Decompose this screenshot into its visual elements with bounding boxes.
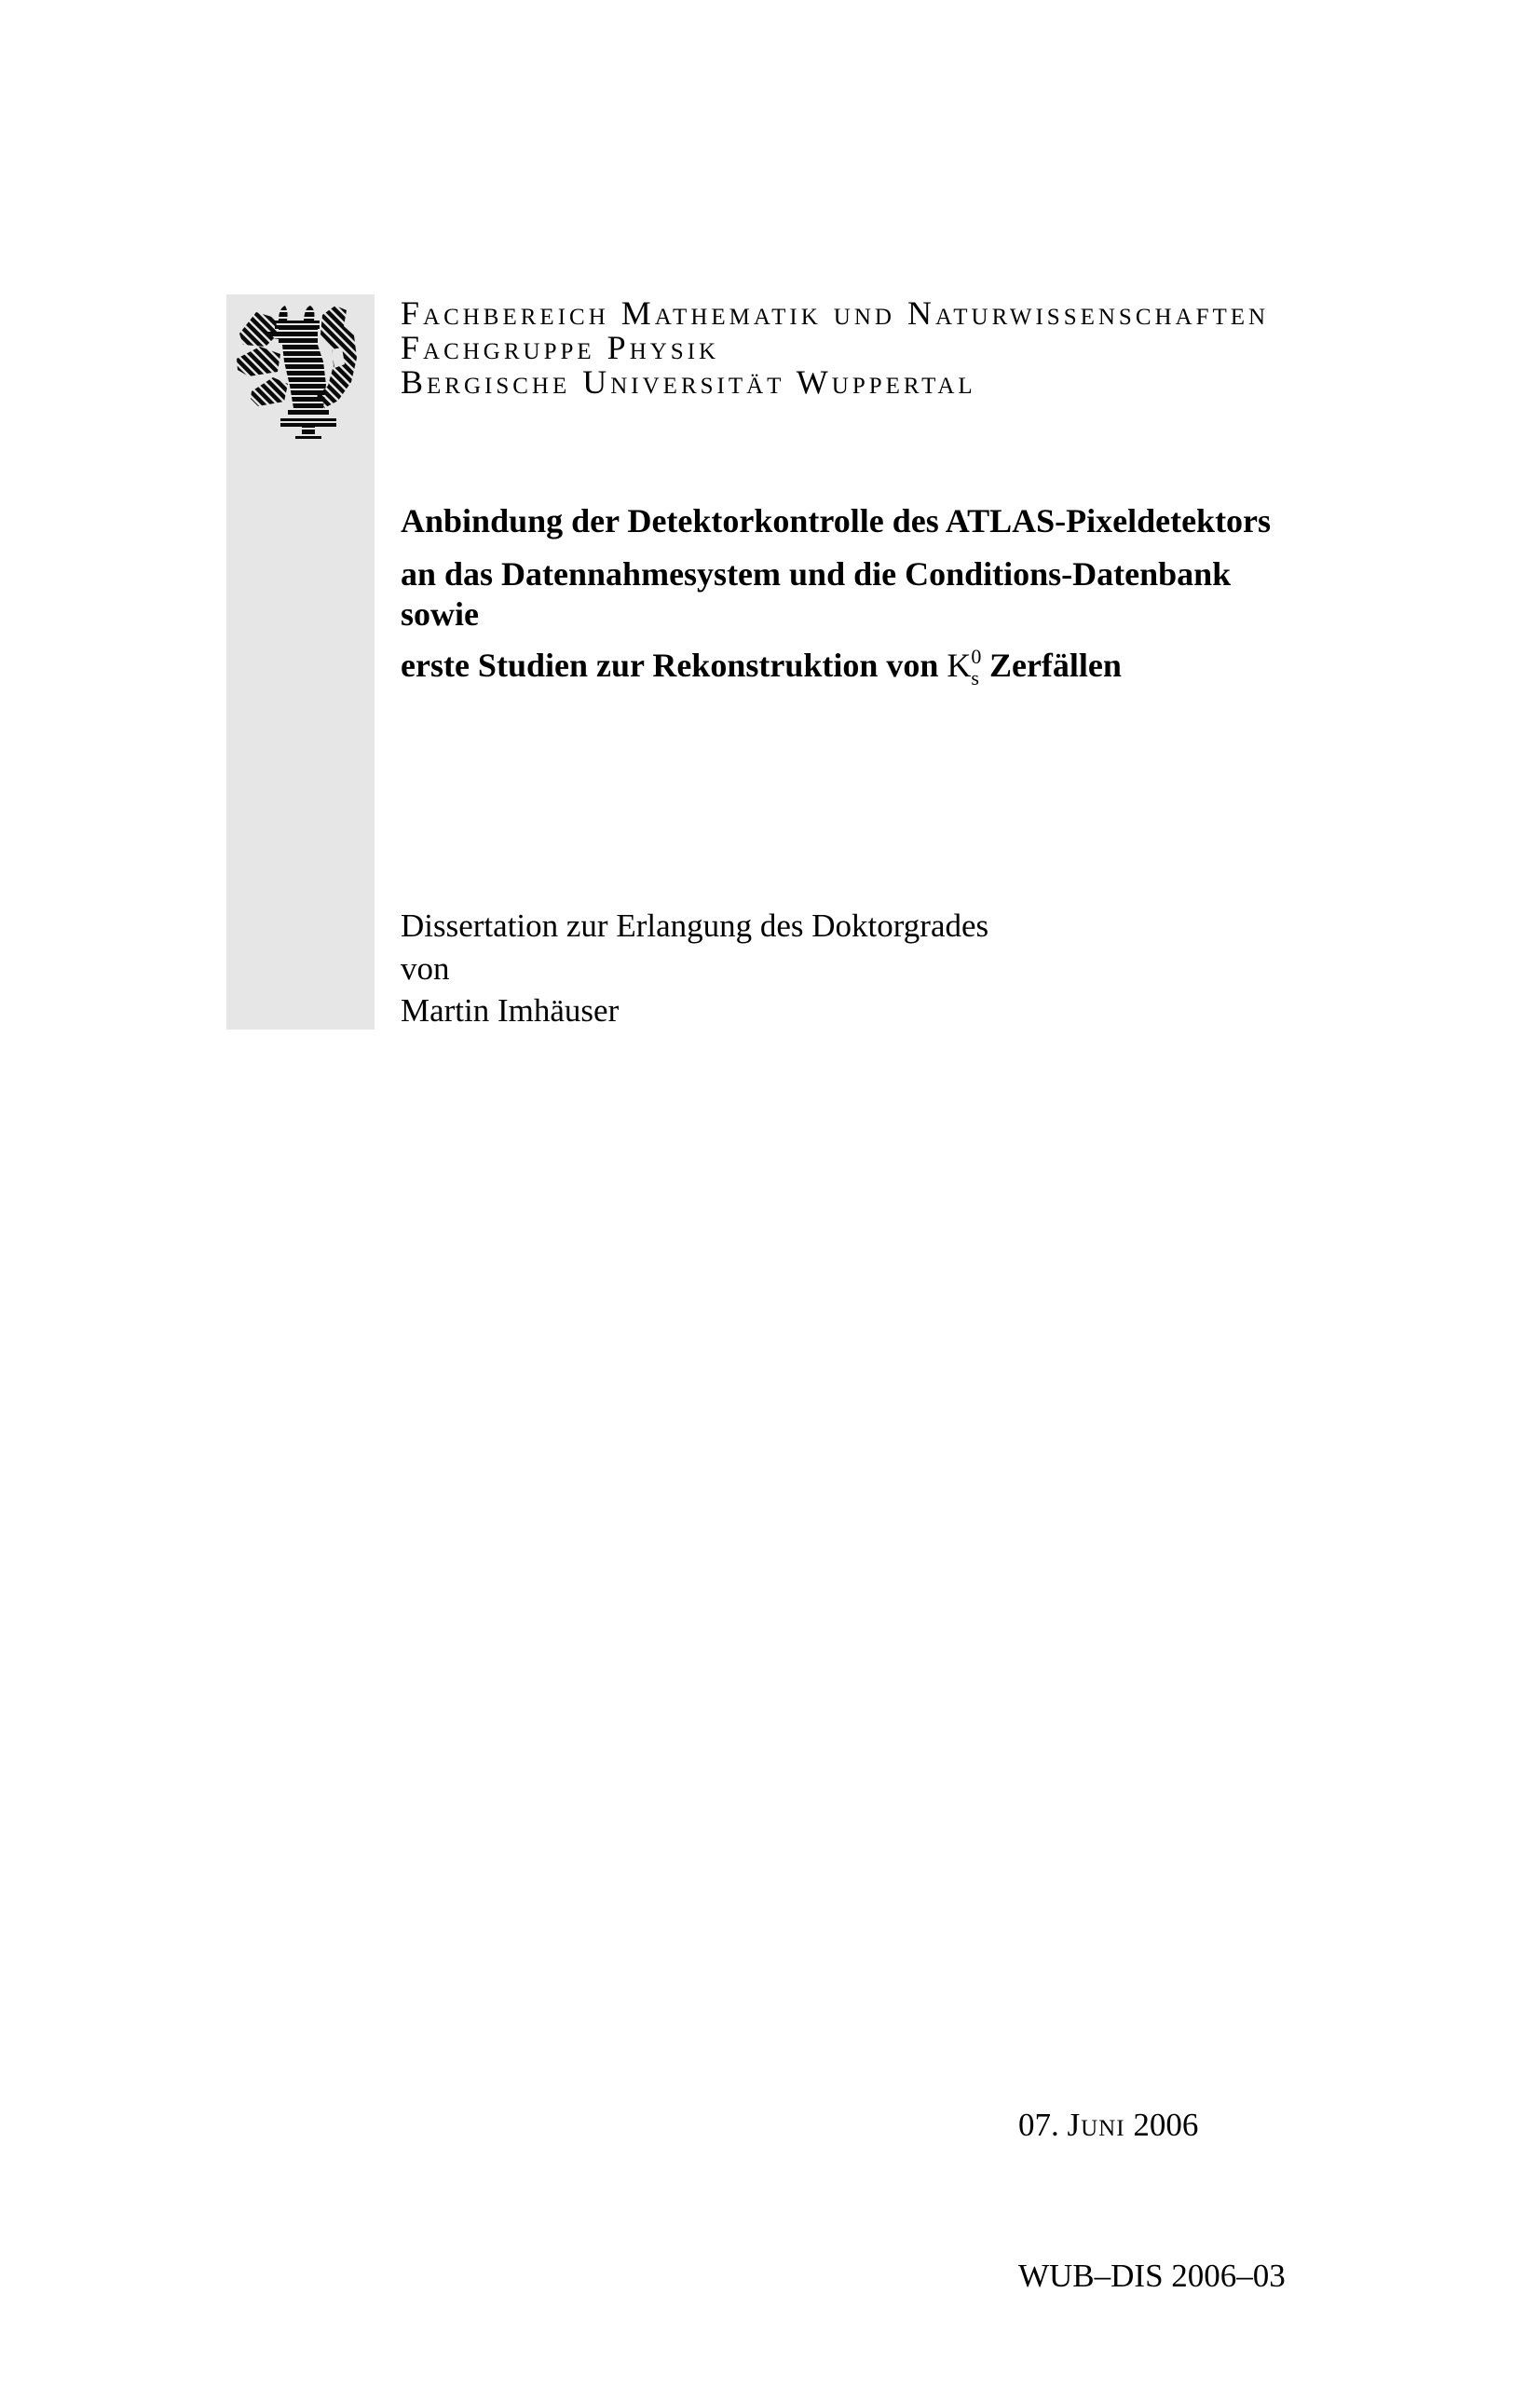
department-line: Fachgruppe Physik (401, 329, 720, 366)
lion-foreleg-upper (239, 312, 279, 347)
dissertation-statement: Dissertation zur Erlangung des Doktorgrades (401, 908, 989, 944)
publication-date (1018, 2100, 1286, 2150)
lion-pedestal-base (280, 418, 336, 427)
date-year: 2006 (1124, 2107, 1199, 2143)
lion-pedestal-top (288, 408, 329, 416)
university-line: Bergische Universität Wuppertal (401, 363, 976, 401)
thesis-title-line-3: sowie (401, 595, 479, 633)
kaon-symbol: K (947, 647, 972, 684)
lion-hind-leg (251, 377, 288, 406)
date-report-block (1018, 1999, 1286, 2402)
title-line4-suffix: Zerfällen (980, 647, 1122, 684)
institution-header (401, 296, 1269, 400)
lion-tail (317, 306, 357, 408)
thesis-title-line-1: Anbindung der Detektorkontrolle des ATLAS-Pixeldetektors (401, 502, 1272, 539)
lion-crown-horn-right (304, 306, 315, 321)
byline-von: von (401, 949, 450, 987)
faculty-line: Fachbereich Mathematik und Naturwissenschaften (401, 294, 1270, 332)
author-name: Martin Imhäuser (401, 992, 620, 1029)
date-month: Juni (1067, 2107, 1125, 2143)
lion-pedestal-foot (295, 434, 321, 439)
lion-crown-horn-left (279, 306, 288, 321)
date-day: 07. (1018, 2107, 1068, 2143)
lion-head (279, 329, 318, 345)
lion-pedestal-stem (302, 427, 315, 434)
thesis-title-line-4: erste Studien zur Rekonstruktion von K0s Zerfällen (401, 645, 1122, 689)
author-block (401, 905, 988, 1032)
report-id: WUB–DIS 2006–03 (1018, 2258, 1286, 2294)
university-lion-logo (236, 306, 359, 439)
title-line4-prefix: erste Studien zur Rekonstruktion von (401, 647, 947, 684)
lion-foreleg-lower (237, 347, 280, 376)
lion-crown-band (275, 321, 320, 329)
thesis-title-line-2: an das Datennahmesystem und die Conditions-Datenbank (401, 555, 1232, 593)
